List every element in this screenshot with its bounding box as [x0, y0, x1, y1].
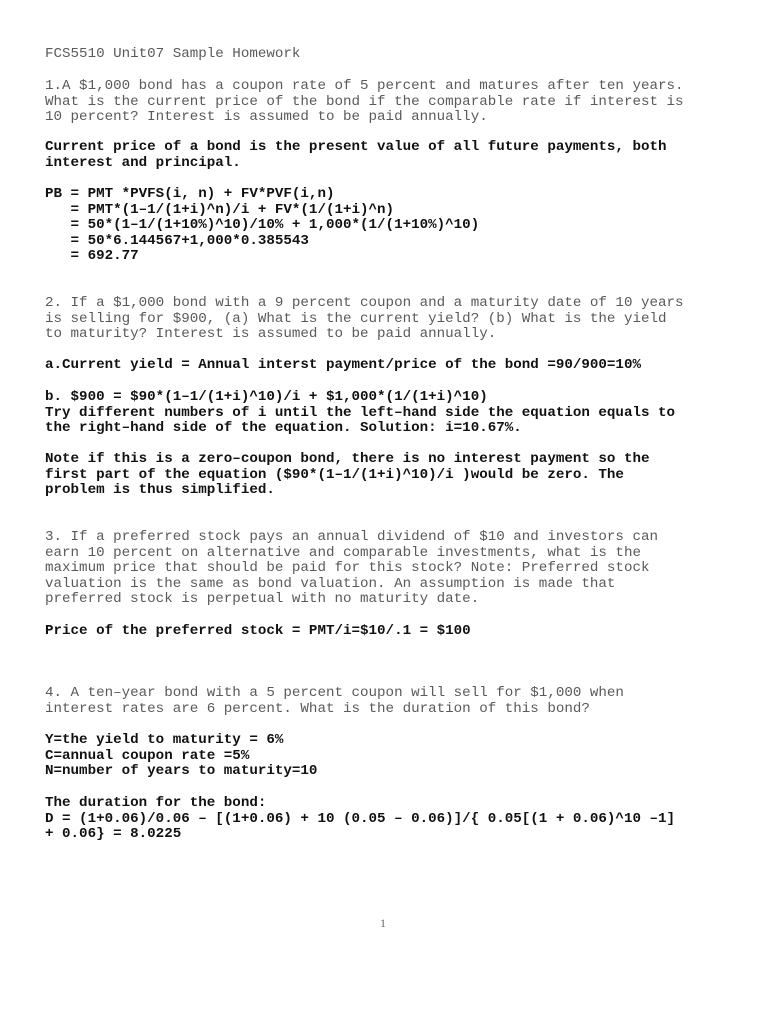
document-title: FCS5510 Unit07 Sample Homework: [45, 46, 301, 62]
answer-2a: a.Current yield = Annual interst payment/price of the bond =90/900=10%: [45, 357, 641, 373]
answer-2b: b. $900 = $90*(1–1/(1+i)^10)/i + $1,000*(1/(1+i)^10) Try different numbers of i until the left–hand side the equation equals to the right–hand side of the equation. Solution: i=10.67%.: [45, 389, 676, 437]
answer-1-calculation: PB = PMT *PVFS(i, n) + FV*PVF(i,n) = PMT*(1–1/(1+i)^n)/i + FV*(1/(1+i)^n) = 50*(1–1/(1+10%)^10)/10% + 1,000*(1/(1+10%)^10) = 50*6.144567+1,000*0.385543 = 692.77: [45, 186, 480, 265]
question-2-text: 2. If a $1,000 bond with a 9 percent coupon and a maturity date of 10 years is selling for $900, (a) What is the current yield? (b) What is the yield to maturity? Interest is assumed to be paid annually.: [45, 295, 684, 343]
question-1-text: 1.A $1,000 bond has a coupon rate of 5 percent and matures after ten years. What is the current price of the bond if the comparable rate if interest is 10 percent? Interest is assumed to be paid annually.: [45, 78, 684, 126]
question-3-text: 3. If a preferred stock pays an annual dividend of $10 and investors can earn 10 percent on alternative and comparable investments, what is the maximum price that should be paid for this stock? Note: Preferred stock valuation is the same as bond valuation. An assumption is made that preferred stock is perpetual with no maturity date.: [45, 529, 658, 608]
answer-1-intro: Current price of a bond is the present value of all future payments, both interest and principal.: [45, 139, 667, 171]
page-number: 1: [380, 916, 386, 930]
answer-4-definitions: Y=the yield to maturity = 6% C=annual coupon rate =5% N=number of years to maturity=10: [45, 732, 318, 780]
answer-2-note: Note if this is a zero–coupon bond, there is no interest payment so the first part of the equation ($90*(1–1/(1+i)^10)/i )would be zero. The problem is thus simplified.: [45, 451, 650, 499]
answer-4-duration: The duration for the bond: D = (1+0.06)/0.06 – [(1+0.06) + 10 (0.05 – 0.06)]/{ 0.05[(1 + 0.06)^10 –1] + 0.06} = 8.0225: [45, 795, 676, 843]
answer-3: Price of the preferred stock = PMT/i=$10/.1 = $100: [45, 623, 471, 639]
question-4-text: 4. A ten–year bond with a 5 percent coupon will sell for $1,000 when interest rates are 6 percent. What is the duration of this bond?: [45, 685, 624, 717]
